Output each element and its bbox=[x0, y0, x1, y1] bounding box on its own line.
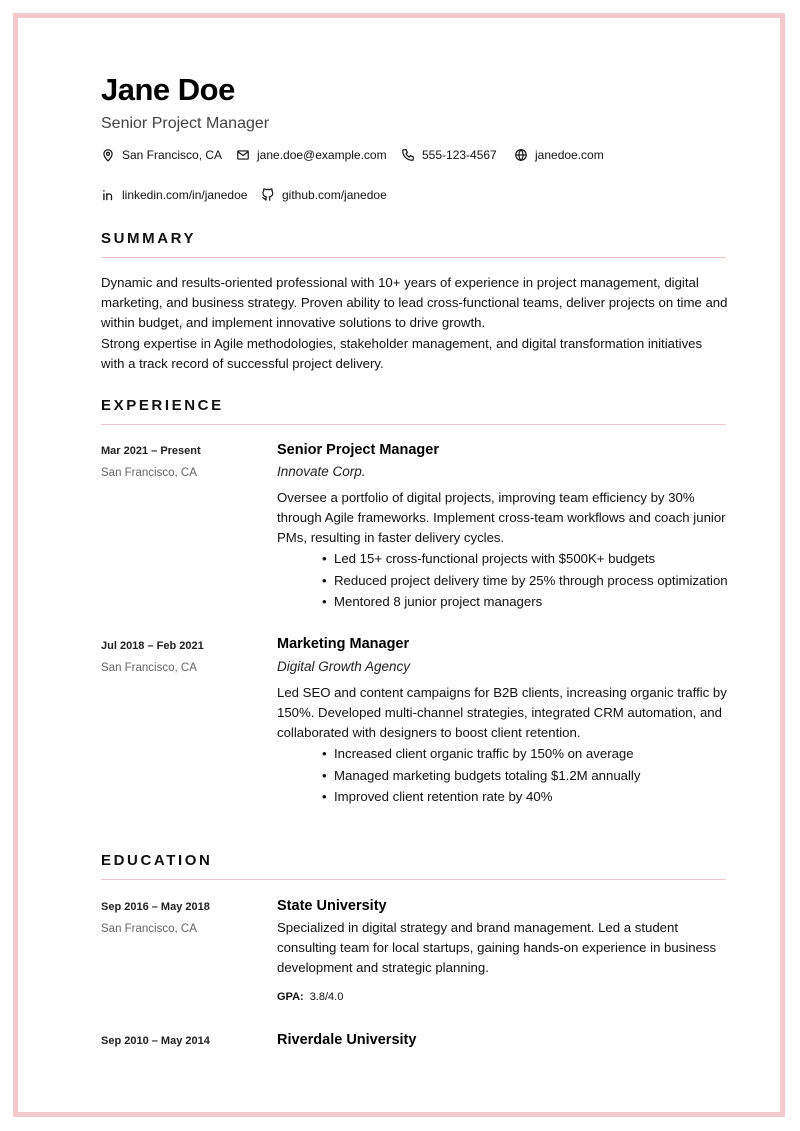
contact-website-text[interactable]: janedoe.com bbox=[535, 148, 604, 162]
education-location: San Francisco, CA bbox=[101, 923, 197, 935]
education-school: State University bbox=[277, 898, 387, 914]
job-highlight-item: • Led 15+ cross-functional projects with $500K+ budgets bbox=[320, 548, 728, 570]
gpa-label: GPA: bbox=[277, 991, 304, 1003]
summary-text: Dynamic and results-oriented professional with 10+ years of experience in project management, digital marketing, and business strategy. Proven ability to lead cross-functional teams, deliver projects on time and within budget, and implement innovative solutions to drive growth. Strong expertise in Agile methodologies, stakeholder management, and digital transformation initiatives with a track record of successful project delivery. bbox=[101, 275, 728, 371]
job-company: Innovate Corp. bbox=[277, 464, 366, 479]
job-description: Oversee a portfolio of digital projects, improving team efficiency by 30% through Agile frameworks. Implement cross-team workflows and coach junior PMs, resulting in faster delivery cycles. bbox=[277, 490, 726, 546]
job-highlight-item: • Improved client retention rate by 40% bbox=[320, 786, 640, 808]
contact-location bbox=[101, 148, 222, 162]
contact-phone[interactable] bbox=[401, 148, 497, 162]
linkedin-icon bbox=[101, 188, 115, 202]
education-gpa bbox=[277, 991, 343, 1003]
job-highlight-item: • Managed marketing budgets totaling $1.2M annually bbox=[320, 765, 640, 787]
contact-linkedin-text[interactable]: linkedin.com/in/janedoe bbox=[122, 188, 248, 202]
contact-location-text: San Francisco, CA bbox=[122, 148, 223, 162]
contact-email[interactable] bbox=[236, 148, 387, 162]
education-divider bbox=[101, 879, 726, 880]
job-company: Digital Growth Agency bbox=[277, 659, 411, 674]
mail-icon bbox=[236, 148, 250, 162]
job-role: Senior Project Manager bbox=[277, 442, 439, 458]
summary-heading: SUMMARY bbox=[101, 230, 197, 247]
contact-email-text[interactable]: jane.doe@example.com bbox=[257, 148, 387, 162]
job-highlights bbox=[320, 548, 728, 613]
phone-icon bbox=[401, 148, 415, 162]
gpa-value: 3.8/4.0 bbox=[309, 991, 344, 1003]
job-role: Marketing Manager bbox=[277, 636, 410, 652]
job-highlight-item: • Mentored 8 junior project managers bbox=[320, 591, 728, 613]
education-description: Specialized in digital strategy and brand management. Led a student consulting team for local startups, gaining hands-on experience in business development and strategic planning. bbox=[277, 920, 717, 976]
contact-github-text[interactable]: github.com/janedoe bbox=[282, 188, 387, 202]
job-description: Led SEO and content campaigns for B2B clients, increasing organic traffic by 150%. Developed multi-channel strategies, integrated CRM automation, and collaborated with designers to boost client retention. bbox=[277, 685, 727, 741]
contact-github[interactable] bbox=[261, 188, 387, 202]
job-dates: Mar 2021 – Present bbox=[101, 445, 201, 457]
contact-linkedin[interactable] bbox=[101, 188, 247, 202]
contact-phone-text[interactable]: 555-123-4567 bbox=[422, 148, 497, 162]
contact-website[interactable] bbox=[514, 148, 604, 162]
map-pin-icon bbox=[101, 148, 115, 162]
experience-heading: EXPERIENCE bbox=[101, 397, 224, 414]
github-icon bbox=[261, 188, 275, 202]
candidate-title: Senior Project Manager bbox=[101, 115, 270, 132]
job-highlight-item: • Increased client organic traffic by 150% on average bbox=[320, 743, 640, 765]
globe-icon bbox=[514, 148, 528, 162]
candidate-name: Jane Doe bbox=[101, 72, 235, 107]
job-highlight-item: • Reduced project delivery time by 25% through process optimization bbox=[320, 570, 728, 592]
job-location: San Francisco, CA bbox=[101, 467, 197, 479]
job-location: San Francisco, CA bbox=[101, 662, 197, 674]
education-dates: Sep 2010 – May 2014 bbox=[101, 1035, 210, 1047]
education-heading: EDUCATION bbox=[101, 852, 213, 869]
education-school: Riverdale University bbox=[277, 1032, 417, 1048]
experience-divider bbox=[101, 424, 726, 425]
job-dates: Jul 2018 – Feb 2021 bbox=[101, 640, 204, 652]
education-dates: Sep 2016 – May 2018 bbox=[101, 901, 210, 913]
job-highlights bbox=[320, 743, 640, 808]
summary-divider bbox=[101, 257, 726, 258]
